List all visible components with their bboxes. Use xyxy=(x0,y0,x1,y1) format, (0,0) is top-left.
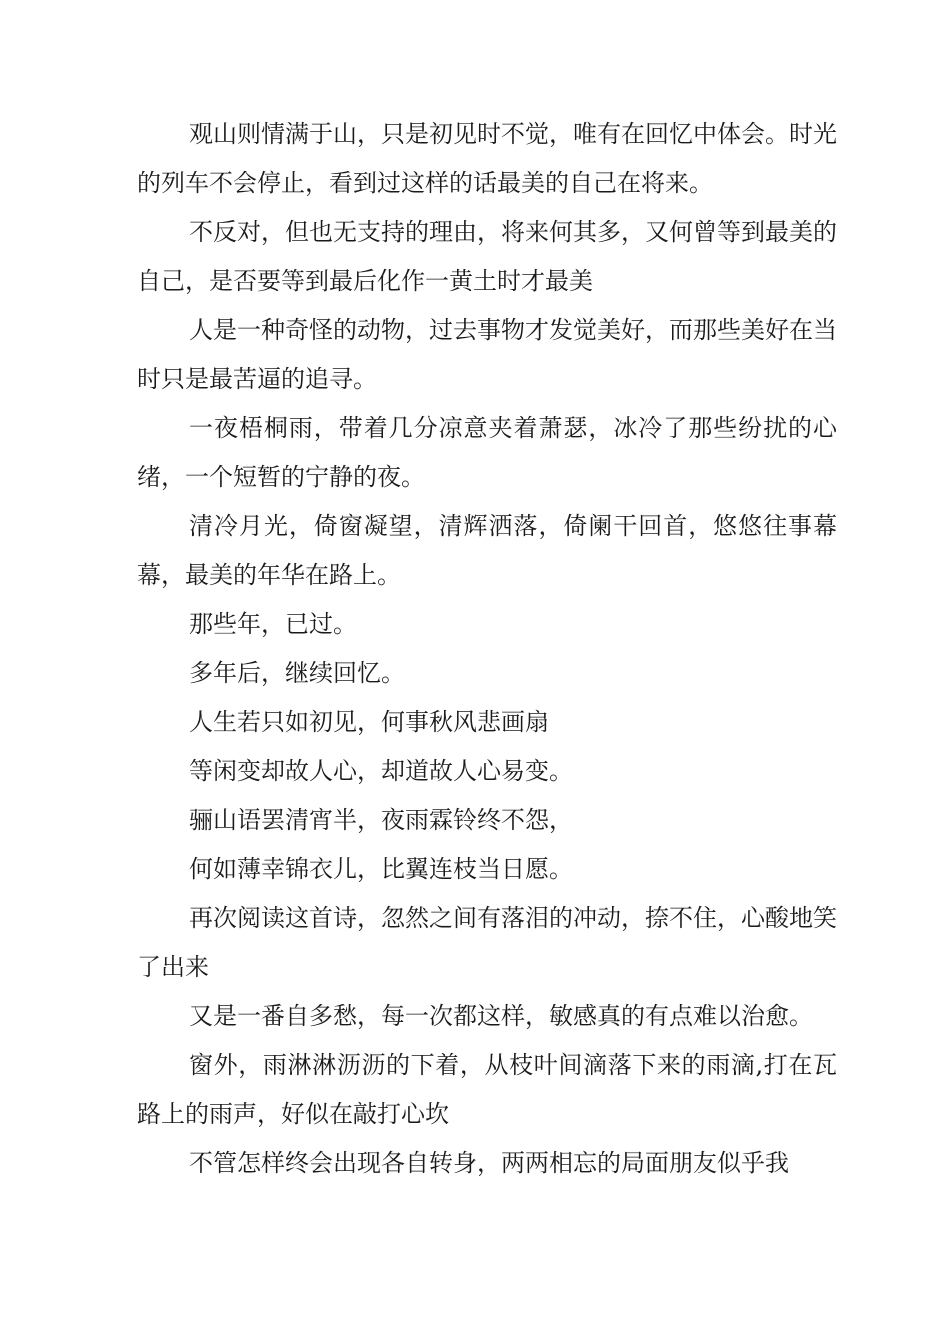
paragraph: 窗外，雨淋淋沥沥的下着，从枝叶间滴落下来的雨滴,打在瓦路上的雨声，好似在敲打心坎 xyxy=(137,1051,837,1128)
paragraph: 人是一种奇怪的动物，过去事物才发觉美好，而那些美好在当时只是最苦逼的追寻。 xyxy=(137,316,837,393)
paragraph: 不管怎样终会出现各自转身，两两相忘的局面朋友似乎我 xyxy=(189,1149,789,1177)
paragraph: 多年后，继续回忆。 xyxy=(189,659,405,687)
poem-line: 等闲变却故人心，却道故人心易变。 xyxy=(189,757,573,785)
document-body xyxy=(137,110,837,1188)
poem-line: 人生若只如初见，何事秋风悲画扇 xyxy=(189,708,549,736)
poem-line: 何如薄幸锦衣儿，比翼连枝当日愿。 xyxy=(189,855,573,883)
paragraph: 再次阅读这首诗，忽然之间有落泪的冲动，捺不住，心酸地笑了出来 xyxy=(137,904,837,981)
poem-line: 骊山语罢清宵半，夜雨霖铃终不怨， xyxy=(189,806,573,834)
paragraph: 清冷月光，倚窗凝望，清辉洒落，倚阑干回首，悠悠往事幕幕，最美的年华在路上。 xyxy=(137,512,837,589)
paragraph: 不反对，但也无支持的理由，将来何其多，又何曾等到最美的自己，是否要等到最后化作一黄土时才最美 xyxy=(137,218,837,295)
paragraph: 又是一番自多愁，每一次都这样，敏感真的有点难以治愈。 xyxy=(189,1002,813,1030)
paragraph: 观山则情满于山，只是初见时不觉，唯有在回忆中体会。时光的列车不会停止，看到过这样的话最美的自己在将来。 xyxy=(137,120,837,197)
paragraph: 一夜梧桐雨，带着几分凉意夹着萧瑟，冰冷了那些纷扰的心绪，一个短暂的宁静的夜。 xyxy=(137,414,837,491)
paragraph: 那些年，已过。 xyxy=(189,610,357,638)
